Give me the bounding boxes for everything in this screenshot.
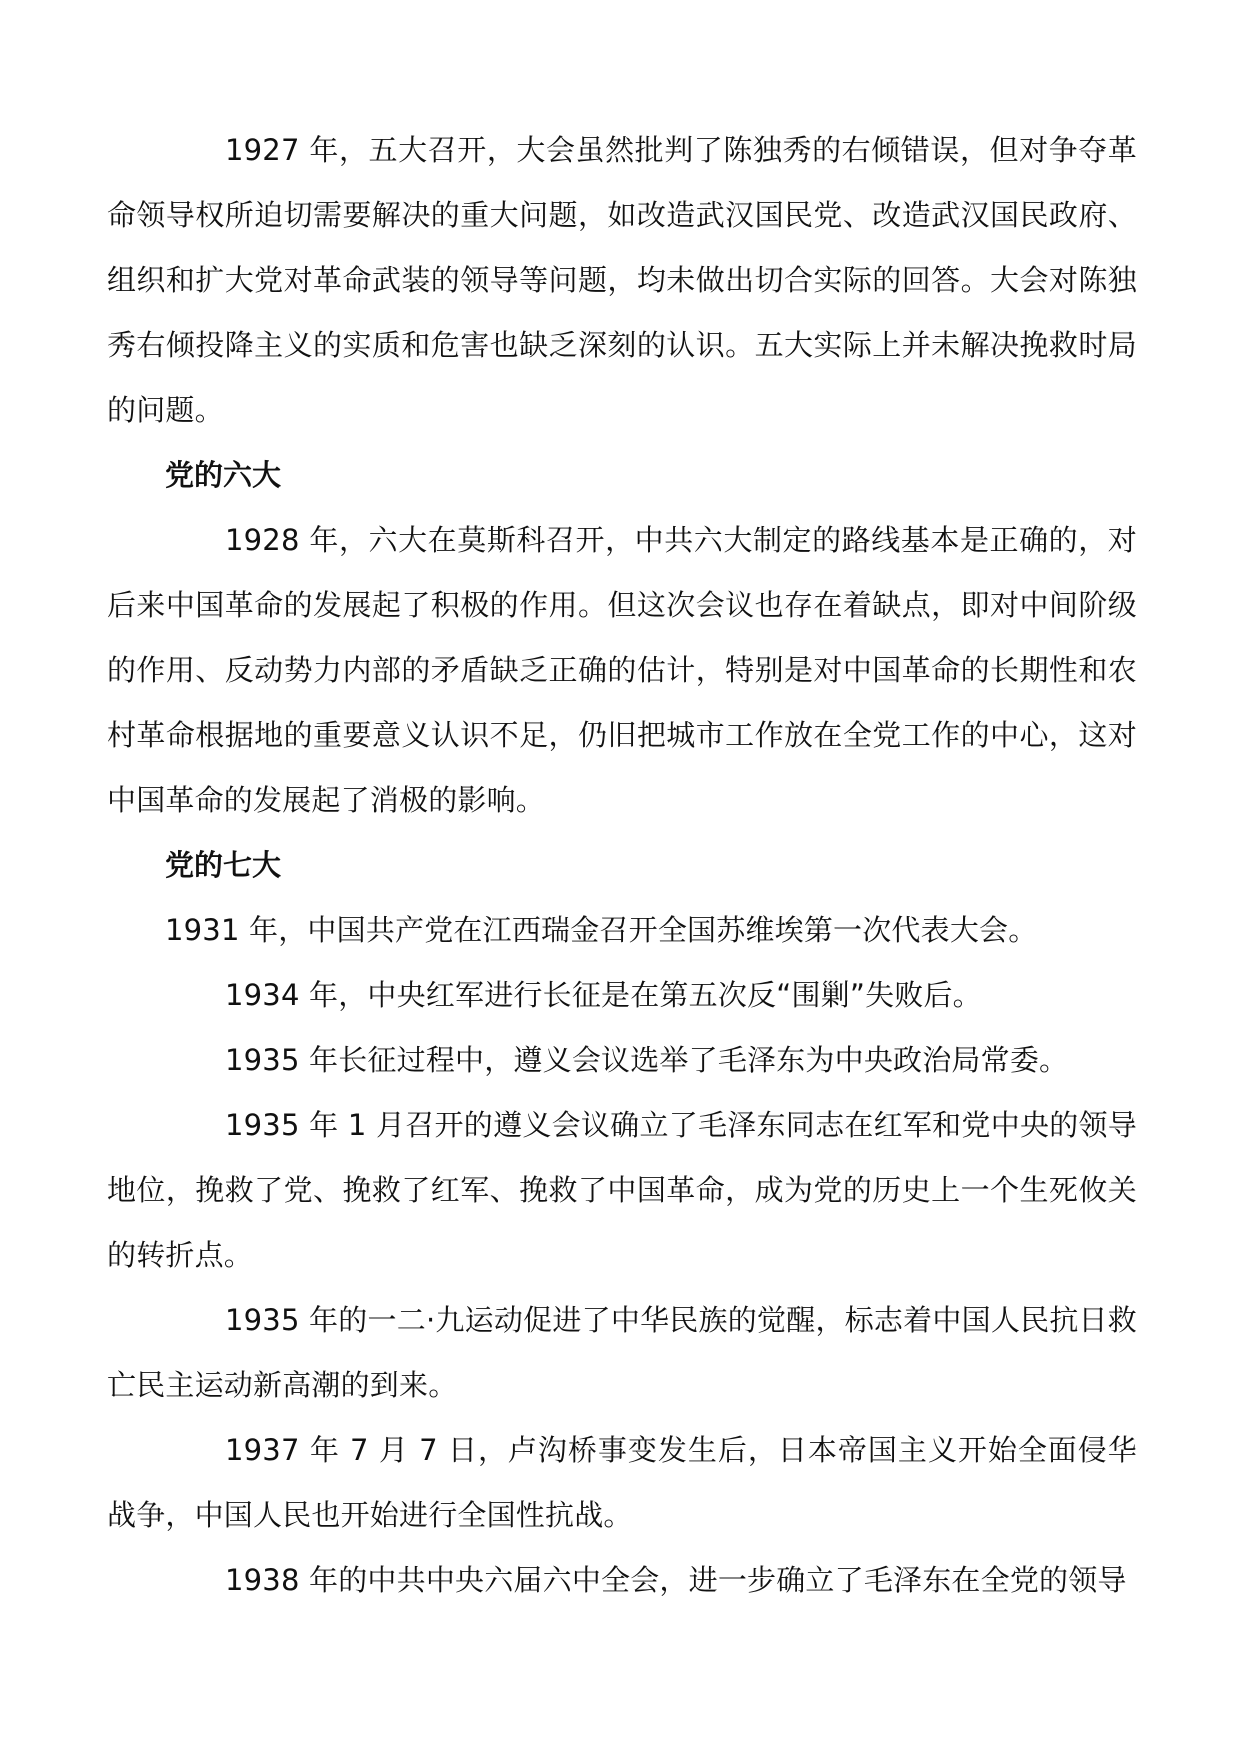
document-body xyxy=(107,118,1137,1613)
paragraph-1937-lugou-bridge: 1937 年 7 月 7 日，卢沟桥事变发生后，日本帝国主义开始全面侵华战争，中国人民也开始进行全国性抗战。 xyxy=(107,1433,1137,1532)
heading-sixth-congress: 党的六大 xyxy=(165,458,282,492)
paragraph-sixth-congress: 1928 年，六大在莫斯科召开，中共六大制定的路线基本是正确的，对后来中国革命的发展起了积极的作用。但这次会议也存在着缺点，即对中间阶级的作用、反动势力内部的矛盾缺乏正确的估计，特别是对中国革命的长期性和农村革命根据地的重要意义认识不足，仍旧把城市工作放在全党工作的中心，这对中国革命的发展起了消极的影响。 xyxy=(107,523,1137,817)
paragraph-1934-long-march: 1934 年，中央红军进行长征是在第五次反“围剿”失败后。 xyxy=(225,978,982,1012)
paragraph-1935-zunyi-meeting: 1935 年 1 月召开的遵义会议确立了毛泽东同志在红军和党中央的领导地位，挽救了党、挽救了红军、挽救了中国革命，成为党的历史上一个生死攸关的转折点。 xyxy=(107,1108,1137,1272)
paragraph-1938-plenum: 1938 年的中共中央六届六中全会，进一步确立了毛泽东在全党的领导 xyxy=(225,1563,1127,1597)
paragraph-1931-soviet-congress: 1931 年，中国共产党在江西瑞金召开全国苏维埃第一次代表大会。 xyxy=(165,913,1038,947)
heading-seventh-congress: 党的七大 xyxy=(165,848,282,882)
paragraph-1935-zunyi-election: 1935 年长征过程中，遵义会议选举了毛泽东为中央政治局常委。 xyxy=(225,1043,1069,1077)
paragraph-fifth-congress: 1927 年，五大召开，大会虽然批判了陈独秀的右倾错误，但对争夺革命领导权所迫切需要解决的重大问题，如改造武汉国民党、改造武汉国民政府、组织和扩大党对革命武装的领导等问题，均未做出切合实际的回答。大会对陈独秀右倾投降主义的实质和危害也缺乏深刻的认识。五大实际上并未解决挽救时局的问题。 xyxy=(107,133,1137,427)
paragraph-1935-december-ninth: 1935 年的一二·九运动促进了中华民族的觉醒，标志着中国人民抗日救亡民主运动新高潮的到来。 xyxy=(107,1303,1137,1402)
